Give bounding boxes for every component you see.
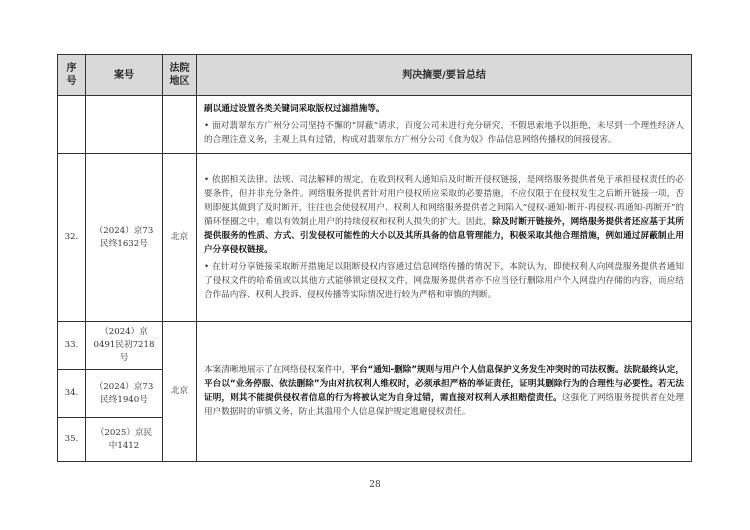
table-row xyxy=(58,154,692,322)
court-cell: 北京 xyxy=(163,154,197,322)
summary-cell-merged xyxy=(197,322,692,462)
case-cell: （2025）京民中1412 xyxy=(86,418,163,462)
summary-paragraph xyxy=(204,363,684,419)
summary-bullet: • 面对翡翠东方广州分公司坚持不懈的“屏蔽”请求，百度公司未进行充分研究，不假思索地予以拒绝，未尽到一个理性经济人的合理注意义务，主观上具有过错，构成对翡翠东方广州分公司《食为奴》作品信息网络传播权的间接侵害。 xyxy=(204,120,684,145)
summary-bullet: • 在针对分享链接采取断开措施足以阻断侵权内容通过信息网络传播的情况下，本院认为，即使权利人向网盘服务提供者通知了侵权文件的哈希值或以其他方式能够锁定侵权文件，网盘服务提供者亦不应当径行删除用户个人网盘内存储的内容，而应结合作品内容、权利人投诉、侵权传播等实际情况进行较为严格和审慎的判断。 xyxy=(204,261,684,300)
summary-bold-text: 平台“通知-删除”规则与用户个人信息保护义务发生冲突时的司法权衡。法院最终认定，平台以“业务停服、依法删除”为由对抗权利人维权时，必须承担严格的举证责任，证明其删除行为的合理性与必要性。若无法证明，则其不能提供侵权者信息的行为将被认定为自身过错，需直接对权利人承担赔偿责任。 xyxy=(204,365,684,403)
summary-text: • 依据相关法律、法规、司法解释的规定，在收到权利人通知后及时断开侵权链接，是网络服务提供者免于承担侵权责任的必要条件，但并非充分条件。网络服务提供者针对用户侵权所应采取的必要措施，不应仅限于在侵权发生之后断开链接一项，否则即便其做到了及时断开，往往也会使侵权用户、权利人和网络服务提供者之间陷入“侵权-通知-断开-再侵权-再通知-再断开”的循环怪圈之中，难以有效制止用户的持续侵权和权利人损失的扩大。因此， xyxy=(204,174,684,227)
header-court: 法院地区 xyxy=(163,55,197,96)
case-cell: （2024）京73民终1632号 xyxy=(86,154,163,322)
table-header-row xyxy=(58,55,692,96)
seq-cell: 35. xyxy=(58,418,86,462)
summary-text: 本案清晰地展示了在网络侵权案件中， xyxy=(204,365,351,375)
summary-text: 这强化了网络服务提供者在处理用户数据时的审慎义务，防止其滥用个人信息保护规定逃避侵权责任。 xyxy=(204,393,684,417)
header-summary: 判决摘要/要旨总结 xyxy=(197,55,692,96)
case-cell: （2024）京0491民初7218号 xyxy=(86,322,163,370)
case-table xyxy=(57,54,692,462)
court-cell xyxy=(163,96,197,154)
page-number: 28 xyxy=(369,480,381,490)
court-cell-merged: 北京 xyxy=(163,322,197,462)
seq-cell: 34. xyxy=(58,370,86,418)
header-seq: 序号 xyxy=(58,55,86,96)
summary-bold-text: 除及时断开链接外，网络服务提供者还应基于其所提供服务的性质、方式、引发侵权可能性的大小以及其所具备的信息管理能力，积极采取其他合理措施，例如通过屏蔽制止用户分享侵权链接。 xyxy=(204,216,684,255)
seq-cell: 32. xyxy=(58,154,86,322)
summary-bold-lead: 刷以通过设置各类关键词采取版权过滤措施等。 xyxy=(204,103,385,114)
case-cell xyxy=(86,96,163,154)
seq-cell xyxy=(58,96,86,154)
header-case: 案号 xyxy=(86,55,163,96)
summary-cell xyxy=(197,96,692,154)
summary-cell xyxy=(197,154,692,322)
case-cell: （2024）京73民终1940号 xyxy=(86,370,163,418)
seq-cell: 33. xyxy=(58,322,86,370)
table-row xyxy=(58,96,692,154)
summary-bullet xyxy=(204,173,684,257)
table-row xyxy=(58,322,692,370)
